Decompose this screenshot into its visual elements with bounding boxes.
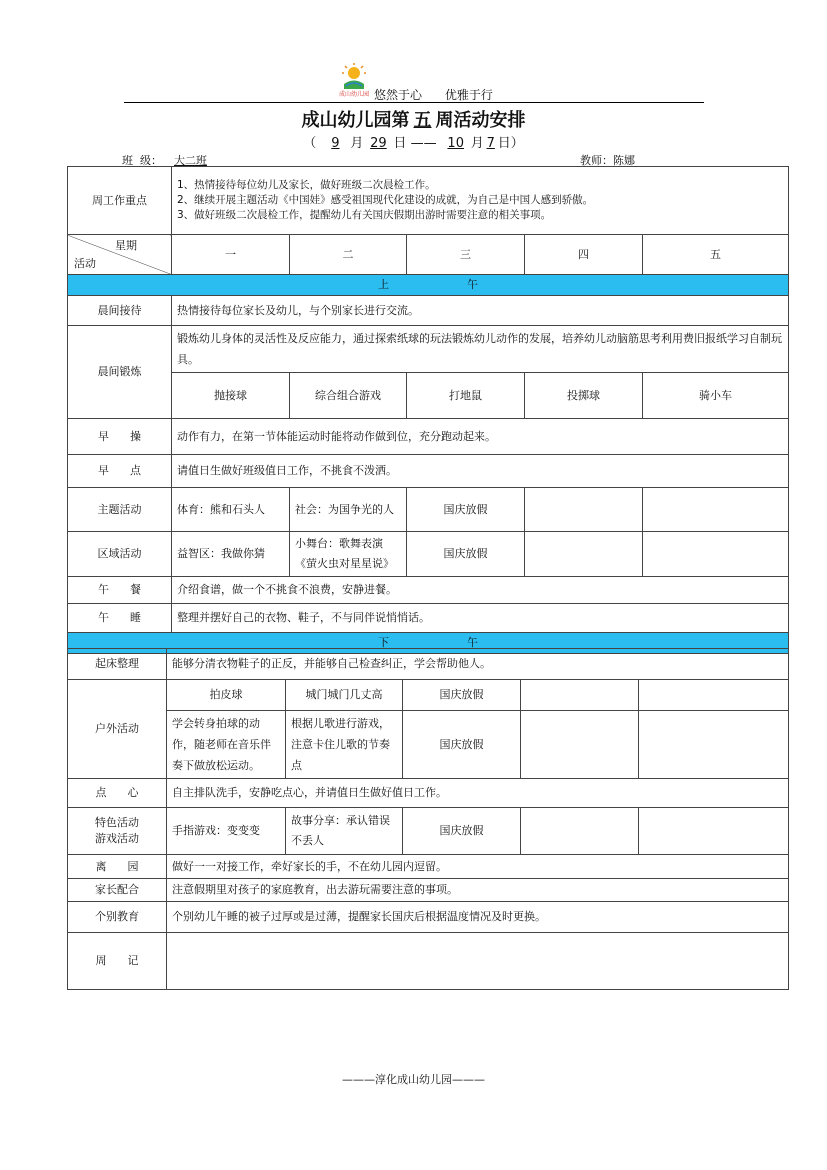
special-label-1: 特色活动 — [95, 816, 139, 829]
snack-row — [68, 779, 789, 808]
weekly-plan-table-am — [67, 166, 789, 654]
exercise-items-row — [68, 373, 789, 419]
focus-row — [68, 167, 789, 235]
early-exercise-label: 早 操 — [68, 419, 172, 455]
start-month: 9 — [331, 136, 340, 151]
morning-band-char1: 上 — [378, 278, 389, 291]
area-wed: 国庆放假 — [407, 532, 525, 577]
breakfast-text: 请值日生做好班级值日工作，不挑食不泼洒。 — [172, 455, 789, 488]
logo-caption: 成山幼儿园 — [338, 91, 370, 98]
outdoor-mon: 拍皮球 — [167, 680, 286, 711]
start-day: 29 — [370, 136, 387, 151]
notes-text — [167, 933, 789, 990]
nap-label: 午 睡 — [68, 604, 172, 633]
exercise-label: 晨间锻炼 — [68, 326, 172, 419]
leave-text: 做好一一对接工作，牵好家长的手，不在幼儿园内逗留。 — [167, 855, 789, 879]
wake-row — [68, 649, 789, 680]
exercise-item: 综合组合游戏 — [290, 373, 407, 419]
outdoor-detail-tue: 根据儿歌进行游戏，注意卡住儿歌的节奏点 — [286, 711, 403, 779]
special-label-2: 游戏活动 — [95, 832, 139, 845]
paren-open: （ — [303, 136, 317, 151]
outdoor-detail-fri — [639, 711, 789, 779]
focus-line: 1、热情接待每位幼儿及家长，做好班级二次晨检工作。 — [177, 179, 436, 191]
special-tue: 故事分享：承认错误不丢人 — [286, 808, 403, 855]
area-mon: 益智区：我做你猜 — [172, 532, 290, 577]
breakfast-label: 早 点 — [68, 455, 172, 488]
date-dash: —— — [410, 136, 437, 151]
early-exercise-row — [68, 419, 789, 455]
nap-text: 整理并摆好自己的衣物、鞋子，不与同伴说悄悄话。 — [172, 604, 789, 633]
outdoor-tue: 城门城门几丈高 — [286, 680, 403, 711]
special-row — [68, 808, 789, 855]
early-exercise-text: 动作有力，在第一节体能运动时能将动作做到位，充分跑动起来。 — [172, 419, 789, 455]
area-thu — [525, 532, 643, 577]
lunch-label: 午 餐 — [68, 577, 172, 604]
activity-header-label: 活动 — [74, 257, 96, 270]
notes-label: 周 记 — [68, 933, 167, 990]
parents-text: 注意假期里对孩子的家庭教育，出去游玩需要注意的事项。 — [167, 879, 789, 902]
special-fri — [639, 808, 789, 855]
snack-label: 点 心 — [68, 779, 167, 808]
end-month: 10 — [447, 136, 464, 151]
wake-label: 起床整理 — [68, 649, 167, 680]
day-label: 日 — [497, 136, 511, 151]
parents-row — [68, 879, 789, 902]
class-value: 大二班 — [174, 154, 207, 167]
lunch-text: 介绍食谱，做一个不挑食不浪费，安静进餐。 — [172, 577, 789, 604]
reception-row — [68, 296, 789, 326]
individual-text: 个别幼儿午睡的被子过厚或是过薄，提醒家长国庆后根据温度情况及时更换。 — [167, 902, 789, 933]
special-thu — [521, 808, 639, 855]
focus-label: 周工作重点 — [68, 167, 172, 235]
exercise-item: 投掷球 — [525, 373, 643, 419]
exercise-text: 锻炼幼儿身体的灵活性及反应能力，通过探索纸球的玩法锻炼幼儿动作的发展，培养幼儿动脑筋思考利用费旧报纸学习自制玩具。 — [172, 326, 789, 373]
footer: ———淳化成山幼儿园——— — [342, 1073, 485, 1086]
snack-text: 自主排队洗手，安静吃点心，并请值日生做好值日工作。 — [167, 779, 789, 808]
exercise-row — [68, 326, 789, 373]
outdoor-label: 户外活动 — [68, 680, 167, 779]
teacher-info: 教师：陈娜 — [580, 154, 635, 167]
week-number: 五 — [413, 110, 432, 131]
notes-row — [68, 933, 789, 990]
outdoor-wed: 国庆放假 — [403, 680, 521, 711]
individual-label: 个别教育 — [68, 902, 167, 933]
kindergarten-logo — [338, 62, 370, 98]
theme-mon: 体育：熊和石头人 — [172, 488, 290, 532]
day-label: 日 — [393, 136, 407, 151]
weekly-plan-table-pm — [67, 648, 789, 990]
morning-band-char2: 午 — [467, 278, 478, 291]
outdoor-fri — [639, 680, 789, 711]
afternoon-band-char1: 下 — [378, 636, 389, 649]
individual-row — [68, 902, 789, 933]
theme-thu — [525, 488, 643, 532]
wake-text: 能够分清衣物鞋子的正反，并能够自己检查纠正，学会帮助他人。 — [167, 649, 789, 680]
title-prefix: 成山幼儿园第 — [301, 110, 410, 131]
reception-text: 热情接待每位家长及幼儿，与个别家长进行交流。 — [172, 296, 789, 326]
month-label: 月 — [470, 136, 484, 151]
theme-fri — [643, 488, 789, 532]
exercise-item: 打地鼠 — [407, 373, 525, 419]
area-label: 区域活动 — [68, 532, 172, 577]
theme-wed: 国庆放假 — [407, 488, 525, 532]
special-mon: 手指游戏：变变变 — [167, 808, 286, 855]
lunch-row — [68, 577, 789, 604]
day-monday: 一 — [172, 235, 290, 275]
leave-label: 离 园 — [68, 855, 167, 879]
outdoor-row-1 — [68, 680, 789, 711]
outdoor-detail-wed: 国庆放假 — [403, 711, 521, 779]
weekday-header-label: 星期 — [115, 239, 137, 252]
theme-tue: 社会：为国争光的人 — [290, 488, 407, 532]
reception-label: 晨间接待 — [68, 296, 172, 326]
header-divider — [124, 102, 704, 103]
morning-band — [68, 275, 789, 296]
area-fri — [643, 532, 789, 577]
exercise-item: 抛接球 — [172, 373, 290, 419]
day-wednesday: 三 — [407, 235, 525, 275]
leave-row — [68, 855, 789, 879]
slogan: 悠然于心 优雅于行 — [374, 88, 493, 102]
theme-label: 主题活动 — [68, 488, 172, 532]
focus-line: 3、做好班级二次晨检工作，提醒幼儿有关国庆假期出游时需要注意的相关事项。 — [177, 209, 552, 221]
focus-line: 2、继续开展主题活动《中国娃》感受祖国现代化建设的成就，为自己是中国人感到骄傲。 — [177, 194, 594, 206]
theme-row — [68, 488, 789, 532]
weekday-diagonal-header — [68, 235, 172, 275]
class-label: 班 级： — [122, 154, 162, 167]
special-wed: 国庆放假 — [403, 808, 521, 855]
day-tuesday: 二 — [290, 235, 407, 275]
date-range — [0, 132, 827, 151]
outdoor-detail-mon: 学会转身拍球的动作，随老师在音乐伴奏下做放松运动。 — [167, 711, 286, 779]
outdoor-detail-thu — [521, 711, 639, 779]
special-label — [68, 808, 167, 855]
exercise-item: 骑小车 — [643, 373, 789, 419]
afternoon-band-char2: 午 — [467, 636, 478, 649]
days-header-row — [68, 235, 789, 275]
area-tue: 小舞台：歌舞表演《萤火虫对星星说》 — [290, 532, 407, 577]
breakfast-row — [68, 455, 789, 488]
day-thursday: 四 — [525, 235, 643, 275]
title-suffix: 周活动安排 — [435, 110, 526, 131]
outdoor-row-2 — [68, 711, 789, 779]
paren-close: ） — [510, 136, 524, 151]
outdoor-thu — [521, 680, 639, 711]
end-day: 7 — [486, 136, 495, 151]
page-title — [0, 106, 827, 132]
area-row — [68, 532, 789, 577]
focus-content — [172, 167, 789, 235]
parents-label: 家长配合 — [68, 879, 167, 902]
month-label: 月 — [350, 136, 364, 151]
nap-row — [68, 604, 789, 633]
day-friday: 五 — [643, 235, 789, 275]
